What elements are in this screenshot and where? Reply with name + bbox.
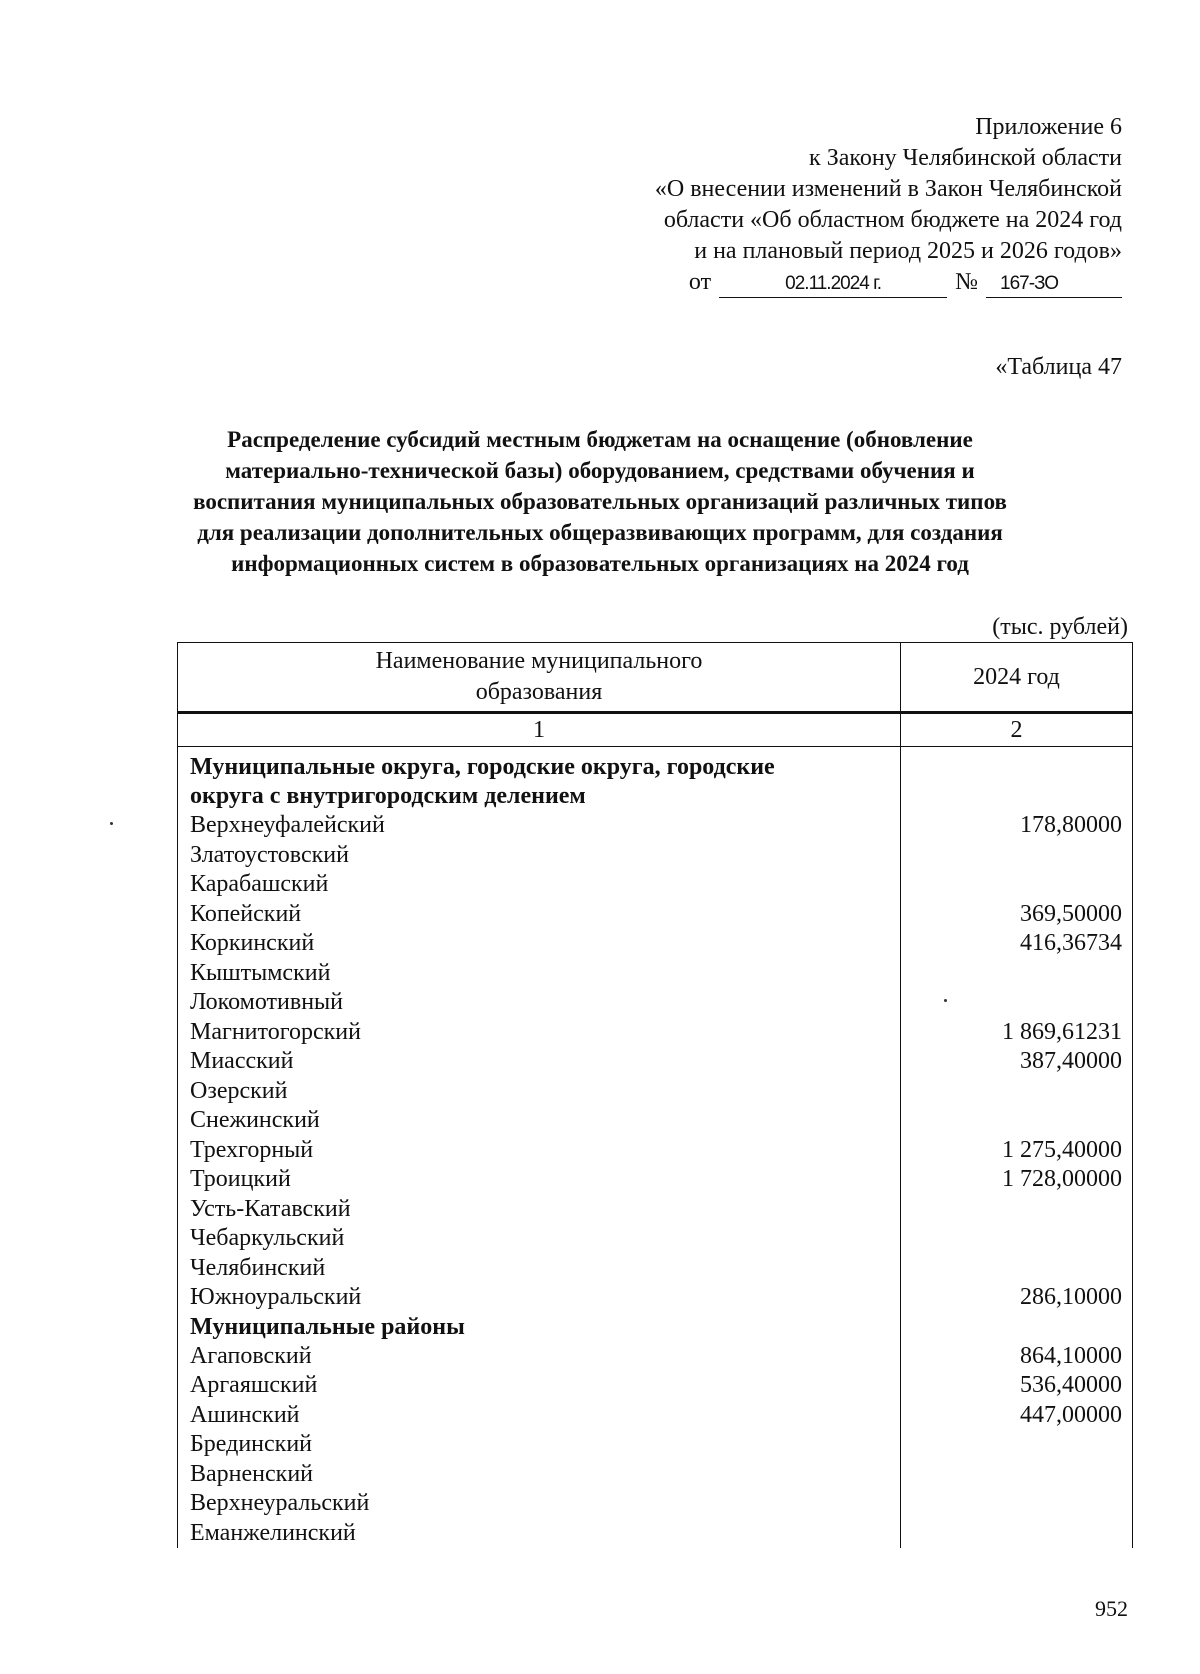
municipality-name: Трехгорный <box>178 1136 901 1166</box>
municipality-name: Южноуральский <box>178 1283 901 1313</box>
subsidy-amount <box>901 841 1133 871</box>
municipality-name: Верхнеуфалейский <box>178 811 901 841</box>
column-index-2: 2 <box>901 713 1133 747</box>
law-date: 02.11.2024 г. <box>719 271 947 298</box>
municipality-name: Челябинский <box>178 1254 901 1284</box>
table-row <box>178 1401 1133 1431</box>
municipality-name: Чебаркульский <box>178 1224 901 1254</box>
table-row <box>178 988 1133 1018</box>
municipality-name: Брединский <box>178 1430 901 1460</box>
subsidy-amount <box>901 1106 1133 1136</box>
table-row <box>178 1342 1133 1372</box>
table-row <box>178 811 1133 841</box>
municipality-name: Озерский <box>178 1077 901 1107</box>
subsidy-amount <box>901 959 1133 989</box>
column-index-row <box>178 713 1133 747</box>
subsidy-amount: 864,10000 <box>901 1342 1133 1372</box>
units-label: (тыс. рублей) <box>992 614 1128 640</box>
table-row <box>178 900 1133 930</box>
subsidy-amount: 286,10000 <box>901 1283 1133 1313</box>
group-label-urban-districts <box>178 747 901 812</box>
municipality-name: Коркинский <box>178 929 901 959</box>
municipality-name: Карабашский <box>178 870 901 900</box>
table-row <box>178 1489 1133 1519</box>
municipality-name: Еманжелинский <box>178 1519 901 1549</box>
table-row <box>178 1254 1133 1284</box>
appendix-line-1: Приложение 6 <box>975 114 1122 140</box>
municipality-name: Верхнеуральский <box>178 1489 901 1519</box>
title-line-3: воспитания муниципальных образовательных организаций различных типов <box>193 489 1007 514</box>
column-index-1: 1 <box>178 713 901 747</box>
subsidy-amount: 1 728,00000 <box>901 1165 1133 1195</box>
group-label-line-1: Муниципальные округа, городские округа, городские <box>190 754 775 780</box>
subsidy-amount <box>901 1195 1133 1225</box>
table-row <box>178 1018 1133 1048</box>
table-row <box>178 870 1133 900</box>
appendix-line-2: к Закону Челябинской области <box>809 145 1122 171</box>
subsidy-amount <box>901 1224 1133 1254</box>
table-row <box>178 1047 1133 1077</box>
subsidy-amount <box>901 1460 1133 1490</box>
group-label-municipal-districts: Муниципальные районы <box>178 1313 901 1342</box>
municipality-name: Усть-Катавский <box>178 1195 901 1225</box>
appendix-line-4: области «Об областном бюджете на 2024 год <box>663 207 1122 233</box>
scan-speck <box>944 999 947 1002</box>
group-row-municipal-districts <box>178 1313 1133 1342</box>
subsidy-amount: 416,36734 <box>901 929 1133 959</box>
group-row-urban-districts <box>178 747 1133 812</box>
table-header-row <box>178 643 1133 713</box>
table-row <box>178 1430 1133 1460</box>
table-row <box>178 1195 1133 1225</box>
title-line-4: для реализации дополнительных общеразвивающих программ, для создания <box>197 520 1003 545</box>
municipality-name: Ашинский <box>178 1401 901 1431</box>
subsidy-amount <box>901 1489 1133 1519</box>
law-date-number-line <box>689 267 1122 298</box>
date-prefix: от <box>688 269 712 295</box>
table-row <box>178 1460 1133 1490</box>
title-line-1: Распределение субсидий местным бюджетам на оснащение (обновление <box>227 427 973 452</box>
header-municipality <box>178 643 901 713</box>
group-label-line-2: округа с внутригородским делением <box>190 783 586 809</box>
subsidy-amount <box>901 1077 1133 1107</box>
appendix-header <box>655 112 1122 298</box>
subsidy-amount <box>901 1254 1133 1284</box>
subsidy-amount: 1 275,40000 <box>901 1136 1133 1166</box>
table-row <box>178 841 1133 871</box>
subsidy-amount <box>901 870 1133 900</box>
subsidy-amount: 178,80000 <box>901 811 1133 841</box>
scan-speck <box>110 822 113 825</box>
header-municipality-line-1: Наименование муниципального <box>375 648 703 674</box>
appendix-line-3: «О внесении изменений в Закон Челябинской <box>654 176 1122 202</box>
municipality-name: Копейский <box>178 900 901 930</box>
law-number: 167-ЗО <box>986 271 1122 298</box>
subsidy-amount: 447,00000 <box>901 1401 1133 1431</box>
municipality-name: Миасский <box>178 1047 901 1077</box>
table-label: «Таблица 47 <box>995 354 1122 380</box>
appendix-line-5: и на плановый период 2025 и 2026 годов» <box>694 238 1122 264</box>
title-line-2: материально-технической базы) оборудованием, средствами обучения и <box>225 458 975 483</box>
table-row <box>178 1224 1133 1254</box>
subsidy-amount: 387,40000 <box>901 1047 1133 1077</box>
table-row <box>178 929 1133 959</box>
municipality-name: Аргаяшский <box>178 1371 901 1401</box>
subsidy-amount <box>901 1519 1133 1549</box>
municipality-name: Снежинский <box>178 1106 901 1136</box>
municipality-name: Варненский <box>178 1460 901 1490</box>
subsidy-amount <box>901 988 1133 1018</box>
subsidy-amount: 1 869,61231 <box>901 1018 1133 1048</box>
subsidy-amount <box>901 1430 1133 1460</box>
subsidy-table <box>177 642 1133 1548</box>
subsidy-amount: 369,50000 <box>901 900 1133 930</box>
page-number: 952 <box>1095 1596 1128 1621</box>
header-year: 2024 год <box>901 643 1133 713</box>
municipality-name: Магнитогорский <box>178 1018 901 1048</box>
number-prefix: № <box>955 269 978 295</box>
municipality-name: Кыштымский <box>178 959 901 989</box>
table-row <box>178 1519 1133 1549</box>
table-row <box>178 1165 1133 1195</box>
table-row <box>178 959 1133 989</box>
municipality-name: Троицкий <box>178 1165 901 1195</box>
municipality-name: Златоустовский <box>178 841 901 871</box>
table-row <box>178 1371 1133 1401</box>
title-line-5: информационных систем в образовательных организациях на 2024 год <box>231 551 969 576</box>
table-row <box>178 1283 1133 1313</box>
table-row <box>178 1136 1133 1166</box>
document-title <box>150 424 1050 579</box>
subsidy-amount: 536,40000 <box>901 1371 1133 1401</box>
header-municipality-line-2: образования <box>475 679 603 705</box>
municipality-name: Локомотивный <box>178 988 901 1018</box>
table-row <box>178 1106 1133 1136</box>
table-row <box>178 1077 1133 1107</box>
municipality-name: Агаповский <box>178 1342 901 1372</box>
